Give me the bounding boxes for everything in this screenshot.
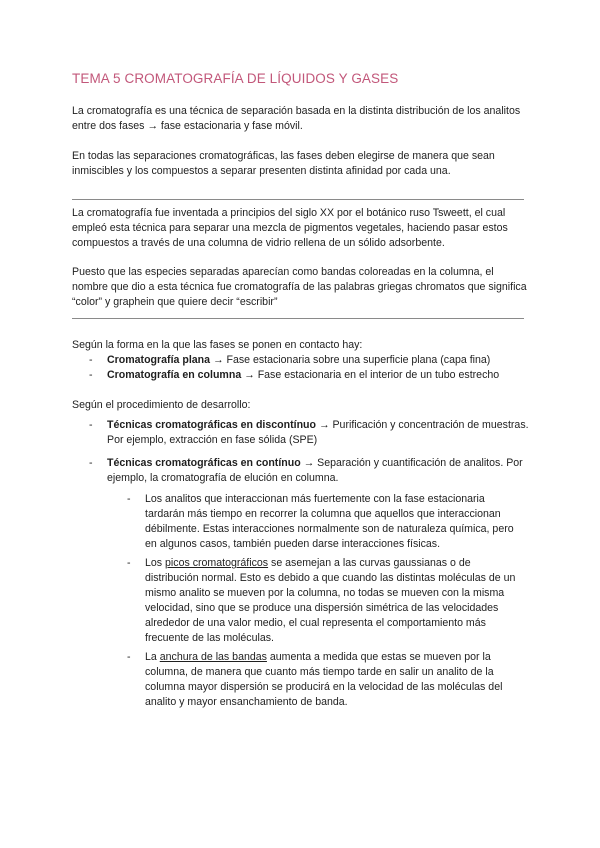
dash-bullet: -	[89, 457, 93, 469]
procedimiento-intro: Según el procedimiento de desarrollo:	[72, 399, 251, 411]
dash-bullet: -	[89, 354, 93, 366]
dash-bullet: -	[89, 419, 93, 431]
forma-intro: Según la forma en la que las fases se ponen en contacto hay:	[72, 339, 363, 351]
item-text: → Fase estacionaria en el interior de un tubo estrecho	[241, 369, 500, 381]
item-term: Técnicas cromatográficas en discontínuo	[107, 419, 316, 431]
item-text: → Fase estacionaria sobre una superficie plana (capa fina)	[210, 354, 491, 366]
item-text: → Separación y cuantificación de analitos. Por ejemplo, la cromatografía de elución en columna.	[107, 457, 523, 484]
history-paragraph-2: Puesto que las especies separadas aparecían como bandas coloreadas en la columna, el nombre que dio a esta técnica fue cromatografía de las palabras griegas chromatos que significa “color” y graphein que quiere decir “escribir”	[72, 266, 527, 308]
divider-top	[72, 199, 524, 200]
item-text: aumenta a medida que estas se mueven por la columna, de manera que cuanto más tiempo tarde en salir un analito de la columna mayor dispersión se producirá en la velocidad de las moléculas del analito y mayor ensanchamiento de banda.	[145, 651, 503, 708]
intro-paragraph-2: En todas las separaciones cromatográficas, las fases deben elegirse de manera que sean inmiscibles y los compuestos a separar presenten distinta afinidad por cada una.	[72, 150, 495, 177]
item-term: Cromatografía en columna	[107, 369, 242, 381]
dash-bullet: -	[127, 493, 131, 505]
item-term: Cromatografía plana	[107, 354, 211, 366]
history-paragraph-1: La cromatografía fue inventada a principios del siglo XX por el botánico ruso Tsweett, el cual empleó esta técnica para separar una mezcla de pigmentos vegetales, haciendo pasar estos compuestos a través de una columna de vidrio rellena de un sólido adsorbente.	[72, 207, 508, 249]
item-term: Técnicas cromatográficas en contínuo	[107, 457, 301, 469]
dash-bullet: -	[89, 369, 93, 381]
item-text: se asemejan a las curvas gaussianas o de distribución normal. Esto es debido a que cuando las distintas moléculas de un mismo analito se mueven por la columna, no todas se mueven con la misma velocidad, sino que se produce una dispersión simétrica de las velocidades alrededor de una valor medio, el cual representa el comportamiento más frecuente de las moléculas.	[145, 557, 516, 644]
intro-paragraph-1: La cromatografía es una técnica de separación basada en la distinta distribución de los analitos entre dos fases → fase estacionaria y fase móvil.	[72, 105, 521, 132]
item-prefix: La	[145, 651, 160, 663]
item-term: anchura de las bandas	[159, 651, 267, 663]
divider-bottom	[72, 318, 524, 319]
dash-bullet: -	[127, 557, 131, 569]
item-text: → Purificación y concentración de muestras. Por ejemplo, extracción en fase sólida (SPE)	[107, 419, 529, 446]
item-prefix: Los	[145, 557, 166, 569]
item-text: Los analitos que interaccionan más fuertemente con la fase estacionaria tardarán más tiempo en recorrer la columna que aquellos que interaccionan débilmente. Estas interacciones normalmente son de naturaleza química, pero en algunos casos, también pueden darse interacciones físicas.	[145, 493, 514, 550]
dash-bullet: -	[127, 651, 131, 663]
item-term: picos cromatográficos	[165, 557, 269, 569]
page-title: TEMA 5 CROMATOGRAFÍA DE LÍQUIDOS Y GASES	[72, 71, 399, 86]
